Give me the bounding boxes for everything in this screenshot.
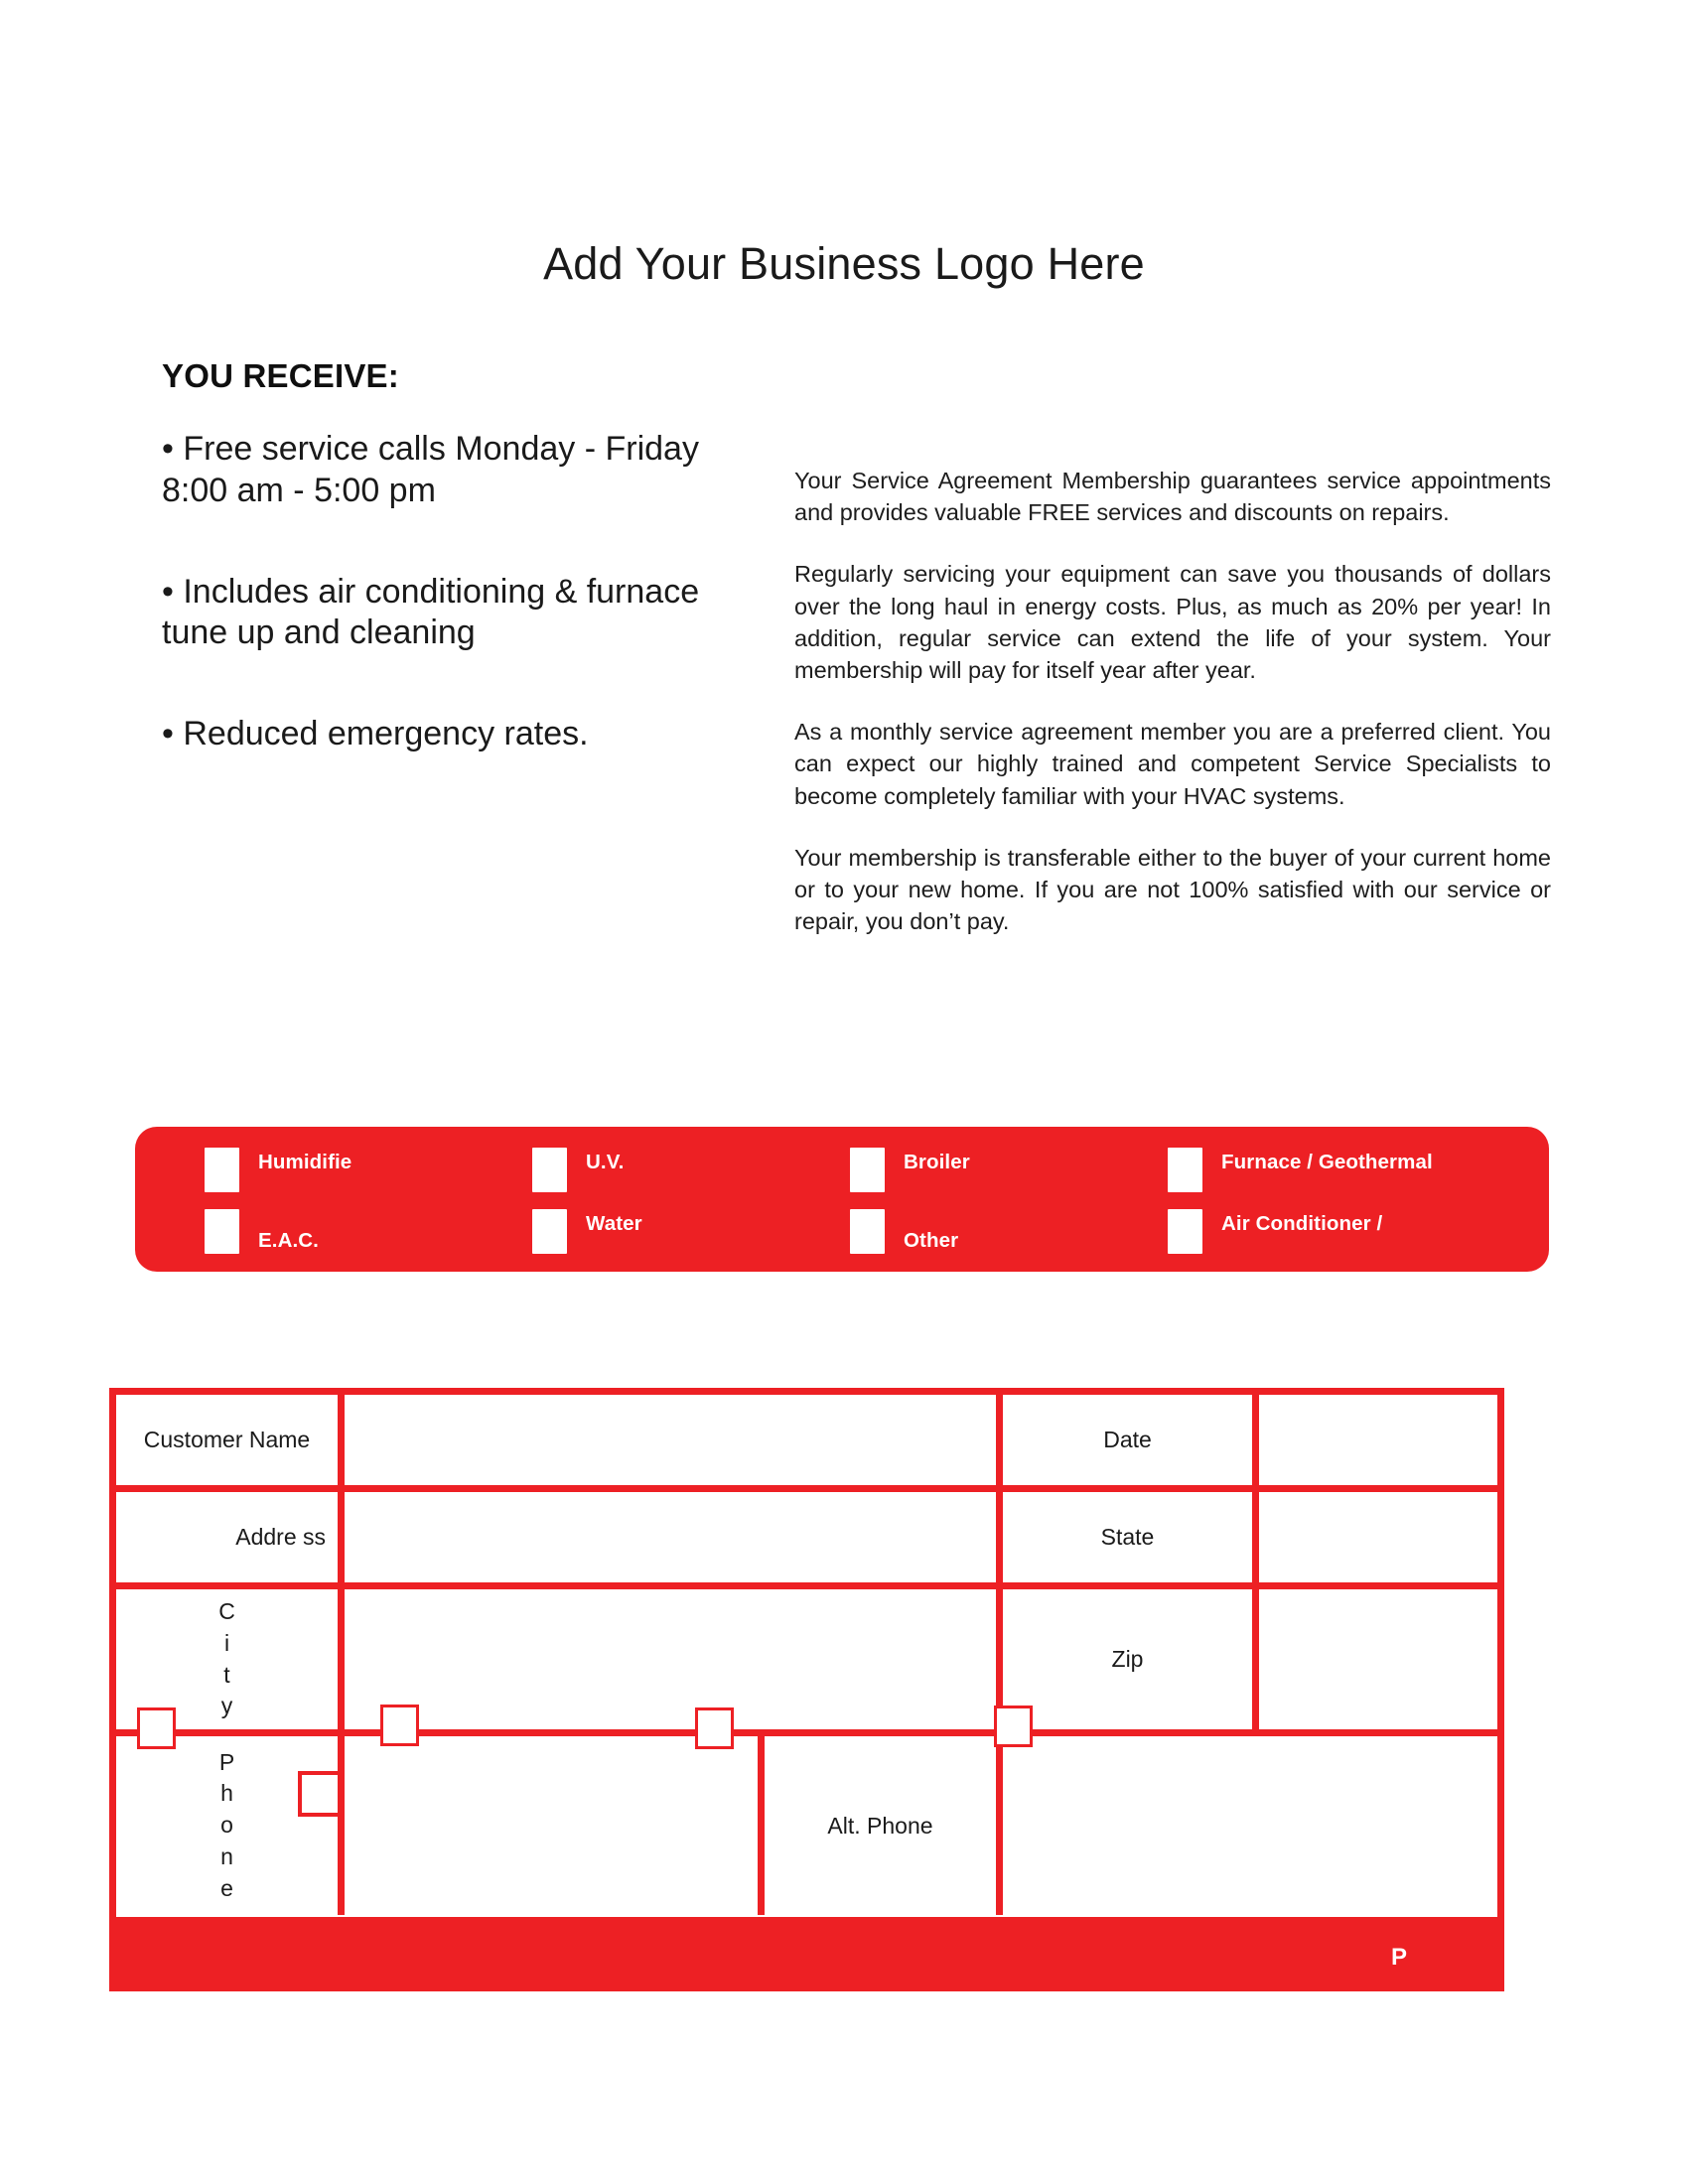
equipment-label: Air Conditioner / xyxy=(1221,1212,1383,1235)
benefits-column xyxy=(162,357,718,755)
input-city[interactable] xyxy=(345,1589,1003,1729)
equipment-label: Furnace / Geothermal xyxy=(1221,1151,1433,1173)
table-row xyxy=(116,1395,1497,1492)
stray-box xyxy=(994,1706,1033,1747)
benefits-heading: YOU RECEIVE: xyxy=(162,357,399,394)
field-label: Zip xyxy=(1111,1646,1144,1673)
checkbox-furnace-geothermal[interactable] xyxy=(1168,1148,1202,1192)
equipment-option-broiler[interactable] xyxy=(850,1148,970,1192)
benefit-item: • Reduced emergency rates. xyxy=(162,715,589,753)
equipment-label: E.A.C. xyxy=(258,1229,319,1252)
field-label: Customer Name xyxy=(143,1427,311,1453)
stray-box xyxy=(380,1705,419,1746)
equipment-option-water[interactable] xyxy=(532,1209,642,1254)
equipment-label: Other xyxy=(904,1229,959,1252)
equipment-option-air-conditioner[interactable] xyxy=(1168,1209,1382,1254)
field-label: Alt. Phone xyxy=(827,1812,933,1839)
description-column xyxy=(794,465,1551,937)
checkbox-broiler[interactable] xyxy=(850,1148,885,1192)
equipment-option-eac[interactable] xyxy=(205,1209,319,1254)
equipment-label: Humidifie xyxy=(258,1151,352,1173)
field-label-letter: e xyxy=(220,1874,233,1901)
field-label: Date xyxy=(1103,1427,1152,1453)
description-paragraph: Your Service Agreement Membership guarantees service appointments and provides valuable FREE services and discounts on repairs. xyxy=(794,468,1551,526)
label-customer-name xyxy=(116,1395,345,1485)
checkbox-air-conditioner[interactable] xyxy=(1168,1209,1202,1254)
field-label: Addre ss xyxy=(235,1524,326,1551)
input-address[interactable] xyxy=(345,1492,1003,1582)
input-zip[interactable] xyxy=(1259,1589,1497,1729)
checkbox-eac[interactable] xyxy=(205,1209,239,1254)
field-label xyxy=(218,1596,235,1722)
checkbox-humidifier[interactable] xyxy=(205,1148,239,1192)
equipment-checkbox-band xyxy=(135,1127,1549,1272)
description-paragraph: Regularly servicing your equipment can save you thousands of dollars over the long haul in energy costs. Plus, as much as 20% per year! In addition, regular service can extend the life of your system. Your membership will pay for itself year after year. xyxy=(794,561,1551,683)
equipment-option-furnace-geothermal[interactable] xyxy=(1168,1148,1433,1192)
input-phone[interactable] xyxy=(345,1736,765,1915)
table-row xyxy=(116,1589,1497,1736)
field-label: State xyxy=(1100,1524,1155,1551)
input-date[interactable] xyxy=(1259,1395,1497,1485)
input-state[interactable] xyxy=(1259,1492,1497,1582)
field-label-letter: P xyxy=(218,1748,235,1775)
equipment-option-other[interactable] xyxy=(850,1209,958,1254)
input-alt-phone[interactable] xyxy=(1003,1736,1497,1915)
label-zip xyxy=(1003,1589,1259,1729)
description-paragraph: As a monthly service agreement member you are a preferred client. You can expect our highly trained and competent Service Specialists to become completely familiar with your HVAC systems. xyxy=(794,719,1551,809)
equipment-option-humidifier[interactable] xyxy=(205,1148,352,1192)
equipment-label: U.V. xyxy=(586,1151,625,1173)
field-label-letter: y xyxy=(220,1693,233,1719)
equipment-label: Broiler xyxy=(904,1151,970,1173)
field-label-letter: t xyxy=(223,1661,230,1688)
benefit-item: • Includes air conditioning & furnace tune up and cleaning xyxy=(162,572,700,652)
checkbox-other[interactable] xyxy=(850,1209,885,1254)
field-label xyxy=(219,1747,234,1905)
equipment-label: Water xyxy=(586,1212,642,1235)
equipment-column xyxy=(205,1127,502,1272)
field-label-letter: i xyxy=(223,1629,230,1656)
footer-bar xyxy=(109,1924,1504,1991)
input-customer-name[interactable] xyxy=(345,1395,1003,1485)
field-label-letter: h xyxy=(220,1780,233,1807)
checkbox-uv[interactable] xyxy=(532,1148,567,1192)
equipment-column xyxy=(850,1127,1148,1272)
table-row xyxy=(116,1736,1497,1915)
field-label-letter: n xyxy=(220,1843,233,1869)
checkbox-water[interactable] xyxy=(532,1209,567,1254)
stray-box xyxy=(695,1707,734,1749)
stray-box-phone xyxy=(298,1771,342,1817)
equipment-column xyxy=(1168,1127,1505,1272)
customer-info-table xyxy=(109,1388,1504,1924)
label-alt-phone xyxy=(765,1736,1003,1915)
label-state xyxy=(1003,1492,1259,1582)
stray-box xyxy=(137,1707,176,1749)
table-row xyxy=(116,1492,1497,1589)
benefit-item: • Free service calls Monday - Friday 8:00 am - 5:00 pm xyxy=(162,430,699,509)
label-date xyxy=(1003,1395,1259,1485)
description-paragraph: Your membership is transferable either to the buyer of your current home or to your new home. If you are not 100% satisfied with our service or repair, you don’t pay. xyxy=(794,844,1551,935)
label-address xyxy=(116,1492,345,1582)
equipment-column xyxy=(532,1127,830,1272)
field-label-letter: o xyxy=(220,1812,233,1839)
equipment-option-uv[interactable] xyxy=(532,1148,624,1192)
footer-mark: P xyxy=(1390,1944,1407,1971)
field-label-letter: C xyxy=(218,1598,235,1625)
page-title: Add Your Business Logo Here xyxy=(543,238,1145,289)
label-phone xyxy=(116,1736,345,1915)
